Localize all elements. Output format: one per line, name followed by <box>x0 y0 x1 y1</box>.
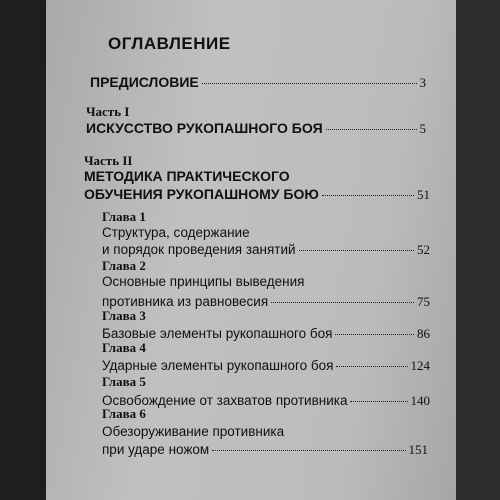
part2-label: Часть II <box>84 153 133 168</box>
chapter4-label: Глава 4 <box>102 340 146 355</box>
toc-entry-preface <box>90 74 426 91</box>
page-number: 3 <box>419 75 426 90</box>
toc-entry-chapter4 <box>102 358 430 374</box>
dot-leader <box>299 250 414 251</box>
toc-entry-chapter3 <box>102 326 430 342</box>
chapter4-title: Ударные элементы рукопашного боя <box>102 358 334 373</box>
toc-entry-part2 <box>84 186 430 203</box>
part1-label: Часть I <box>86 104 130 119</box>
chapter1-title-line2: и порядок проведения занятий <box>102 242 296 257</box>
dot-leader <box>336 366 407 367</box>
page-number: 5 <box>419 121 426 136</box>
book-edge-shadow <box>456 0 500 500</box>
chapter1-title-line1: Структура, содержание <box>102 225 250 240</box>
dot-leader <box>271 302 414 303</box>
chapter5-label: Глава 5 <box>102 374 146 389</box>
page-number: 52 <box>417 242 430 257</box>
toc-heading: ОГЛАВЛЕНИЕ <box>108 34 231 53</box>
chapter3-label: Глава 3 <box>102 308 146 323</box>
toc-entry-chapter6 <box>102 442 428 458</box>
toc-entry-chapter1 <box>102 242 430 258</box>
page-number: 124 <box>410 358 430 373</box>
page-number: 86 <box>417 326 430 341</box>
dot-leader <box>322 195 414 196</box>
chapter6-label: Глава 6 <box>102 406 146 421</box>
book-spine-shadow <box>0 0 46 500</box>
page-number: 75 <box>417 294 430 309</box>
preface-title: ПРЕДИСЛОВИЕ <box>90 74 199 90</box>
dot-leader <box>202 83 417 84</box>
chapter3-title: Базовые элементы рукопашного боя <box>102 326 333 341</box>
chapter6-title-line2: при ударе ножом <box>102 442 210 457</box>
dot-leader <box>326 129 417 130</box>
chapter2-title-line1: Основные принципы выведения <box>102 274 305 289</box>
page-number: 140 <box>410 393 430 408</box>
part2-title-line1: МЕТОДИКА ПРАКТИЧЕСКОГО <box>84 168 290 184</box>
page-number: 151 <box>408 442 428 457</box>
book-page <box>46 0 456 500</box>
chapter2-title-line2: противника из равновесия <box>102 294 269 309</box>
dot-leader <box>350 401 407 402</box>
toc-entry-part1 <box>86 120 426 137</box>
chapter6-title-line1: Обезоруживание противника <box>102 424 285 439</box>
dot-leader <box>335 334 414 335</box>
toc-entry-chapter2 <box>102 294 430 310</box>
part1-title: ИСКУССТВО РУКОПАШНОГО БОЯ <box>86 120 323 136</box>
page-number: 51 <box>417 187 430 202</box>
chapter1-label: Глава 1 <box>102 209 146 224</box>
toc-entry-chapter5 <box>102 393 430 409</box>
chapter2-label: Глава 2 <box>102 258 146 273</box>
dot-leader <box>212 450 405 451</box>
part2-title-line2: ОБУЧЕНИЯ РУКОПАШНОМУ БОЮ <box>84 186 319 202</box>
chapter5-title: Освобождение от захватов противника <box>102 393 348 408</box>
